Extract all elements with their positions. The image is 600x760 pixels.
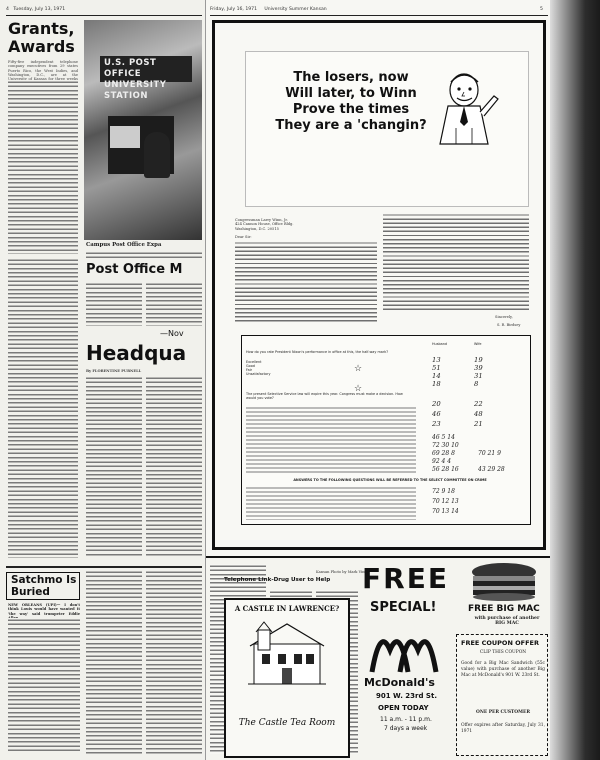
mark-14: 21 xyxy=(474,420,483,428)
star-mark-2: ☆ xyxy=(354,384,363,394)
satchmo-headline: Satchmo Is Buried xyxy=(11,574,77,598)
political-ad xyxy=(212,20,546,550)
photo-credit: Kansan Photo by Mark Vimig xyxy=(316,570,370,574)
right-header-rule xyxy=(210,15,548,16)
mark-13: 23 xyxy=(432,420,441,428)
more-tag: —Nov xyxy=(160,329,184,338)
satchmo-dateline: NEW ORLEANS (UPI)— xyxy=(8,603,61,607)
mark-4: 39 xyxy=(474,364,483,372)
left-page-header xyxy=(6,7,65,12)
offer-expiry: Offer expires after Saturday, July 31, 1971 xyxy=(461,723,545,734)
caricature-illustration xyxy=(426,66,508,148)
letter-salutation: Dear Sir: xyxy=(235,235,252,239)
photo-plaque xyxy=(110,126,140,148)
coupon[interactable] xyxy=(456,634,548,756)
survey-question-2: The present Selective Service law will expire this year. Congress must make a decision. How would you vote? xyxy=(246,392,403,400)
clip-coupon: CLIP THIS COUPON xyxy=(479,650,527,655)
open-today: OPEN TODAY xyxy=(378,704,429,712)
with-purchase: with purchase of another BIG MAC xyxy=(474,616,540,627)
post-office-column-2 xyxy=(146,282,202,326)
tally-row-9: 70 12 13 xyxy=(432,498,459,505)
mcdonalds-brand: McDonald's xyxy=(364,676,435,689)
one-per-customer: ONE PER CUSTOMER xyxy=(476,710,530,715)
tally-row-6: 56 28 16 xyxy=(432,466,459,473)
husband-col-head: Husband xyxy=(432,342,447,346)
wife-col-head: Wife xyxy=(474,342,482,346)
right-page-header xyxy=(210,7,327,12)
post-office-headline: Post Office M xyxy=(86,262,183,277)
satchmo-box xyxy=(6,572,80,600)
store-days: 7 days a week xyxy=(384,725,428,732)
letter-column-1 xyxy=(235,241,377,323)
satchmo-text-column xyxy=(8,618,80,754)
coupon-terms: Good for a Big Mac Sandwich (55c value) with purchase of another Big Mac at McDonald's 901 W. 23rd St. xyxy=(461,661,545,678)
store-hours: 11 a.m. - 11 p.m. xyxy=(380,716,432,723)
mark-9: 20 xyxy=(432,400,441,408)
mark-6: 31 xyxy=(474,372,483,380)
mark-12: 48 xyxy=(474,410,483,418)
survey-form xyxy=(241,335,531,525)
free-banner: FREE xyxy=(362,562,449,595)
book-gutter-shadow xyxy=(550,0,600,760)
tally-row-7: 43 29 28 xyxy=(478,466,505,473)
address-line-3: Washington, D.C. 20515 xyxy=(235,226,279,231)
telephone-headline: Telephone Link-Drug User to Help xyxy=(224,577,331,583)
right-page-number: 5 xyxy=(540,7,543,12)
survey-question-1: How do you rate President Nixon's performance in office at this, the half-way mark? xyxy=(246,350,389,354)
right-page-date: Friday, July 16, 1971 xyxy=(210,7,258,12)
tally-row-10: 70 13 14 xyxy=(432,508,459,515)
golden-arches-logo xyxy=(366,626,442,674)
hq-column-2 xyxy=(146,376,202,556)
ad-headline-panel xyxy=(245,51,529,207)
address-line-2: 424 Cannon House, Office Bldg. xyxy=(235,222,294,227)
post-office-sign: U.S. POST OFFICE UNIVERSITY STATION xyxy=(100,56,192,82)
address-line-1: Congressman Larry Winn, Jr. xyxy=(235,218,288,222)
bottom-section xyxy=(206,556,551,760)
ad-headline-line-4: They are a 'changin? xyxy=(275,118,427,133)
coupon-title: FREE COUPON OFFER xyxy=(461,639,540,647)
mark-3: 51 xyxy=(432,364,441,372)
survey-questions-block xyxy=(246,406,416,474)
special-banner: SPECIAL! xyxy=(370,600,437,615)
tea-room-ad xyxy=(224,598,350,758)
tally-row-1: 46 5 14 xyxy=(432,434,455,441)
big-mac-photo xyxy=(468,562,540,602)
grants-text-column xyxy=(8,80,78,254)
caption-text xyxy=(86,251,202,261)
letter-signature: S. R. Birdsey xyxy=(497,323,521,327)
mark-2: 19 xyxy=(474,356,483,364)
left-newspaper-page xyxy=(0,0,205,760)
mark-8: 8 xyxy=(474,380,479,388)
mark-11: 46 xyxy=(432,410,441,418)
castle-house-drawing xyxy=(248,620,326,686)
byline: By FLORENTINE PURNELL xyxy=(86,369,142,373)
free-big-mac: FREE BIG MAC xyxy=(468,604,540,614)
letter-signoff: Sincerely, xyxy=(495,315,513,319)
survey-footer-note: ANSWERS TO THE FOLLOWING QUESTIONS WILL BE REFERRED TO THE SELECT COMMITTEE ON CRIME xyxy=(293,478,487,482)
post-office-photo xyxy=(84,20,202,240)
tally-row-2: 72 30 10 xyxy=(432,442,459,449)
grants-lede: Fifty-five independent telephone company executives from 29 states Puerto Rico, the West Indies, and Washington, D.C., are at the xyxy=(8,60,78,77)
tea-room-name: The Castle Tea Room xyxy=(238,718,336,728)
letter-address xyxy=(235,218,375,231)
tally-row-5: 92 4 4 xyxy=(432,458,452,465)
page-number: 4 xyxy=(6,7,9,12)
option-fair: Fair xyxy=(246,368,253,372)
option-unsatisfactory: Unsatisfactory xyxy=(246,372,271,376)
mark-1: 13 xyxy=(432,356,441,364)
tally-row-4: 70 21 9 xyxy=(478,450,501,457)
option-good: Good xyxy=(246,364,255,368)
header-rule xyxy=(6,15,202,16)
survey-options xyxy=(246,360,306,376)
tally-row-3: 69 28 8 xyxy=(432,450,455,457)
ad-headline-line-1: The losers, now xyxy=(293,70,409,85)
mark-5: 14 xyxy=(432,372,441,380)
page-date: Tuesday, July 13, 1971 xyxy=(13,7,66,12)
satchmo-lede xyxy=(8,603,80,615)
star-mark: ☆ xyxy=(354,364,363,374)
headquarters-headline: Headqua xyxy=(86,341,187,365)
tea-room-heading: A CASTLE IN LAWRENCE? xyxy=(234,604,340,613)
right-newspaper-page xyxy=(205,0,550,760)
mcdonalds-address: 901 W. 23rd St. xyxy=(376,692,437,700)
satchmo-text: I don't think Louis would have wanted it 'the way' said trumpeter Eddie xyxy=(8,603,80,616)
grants-headline: Grants, Awards xyxy=(8,19,75,56)
mark-7: 18 xyxy=(432,380,441,388)
section-rule xyxy=(6,566,202,568)
letter-column-2 xyxy=(383,213,529,311)
post-office-column-1 xyxy=(86,282,142,326)
ad-headline xyxy=(246,70,456,134)
lower-column-2 xyxy=(146,570,202,754)
photo-person xyxy=(144,132,170,178)
tally-row-8: 72 9 18 xyxy=(432,488,455,495)
paper-name: University Summer Kansan xyxy=(264,7,327,12)
option-excellent: Excellent xyxy=(246,360,262,364)
photo-caption: Campus Post Office Expa xyxy=(86,242,162,248)
ad-headline-line-3: Prove the times xyxy=(292,102,410,117)
hq-column-1 xyxy=(86,376,142,556)
mark-10: 22 xyxy=(474,400,483,408)
survey-crime-questions xyxy=(246,486,416,520)
lower-column-1 xyxy=(86,570,142,754)
grants-text-column-cont xyxy=(8,258,78,558)
ad-headline-line-2: Will later, to Winn xyxy=(285,86,417,101)
